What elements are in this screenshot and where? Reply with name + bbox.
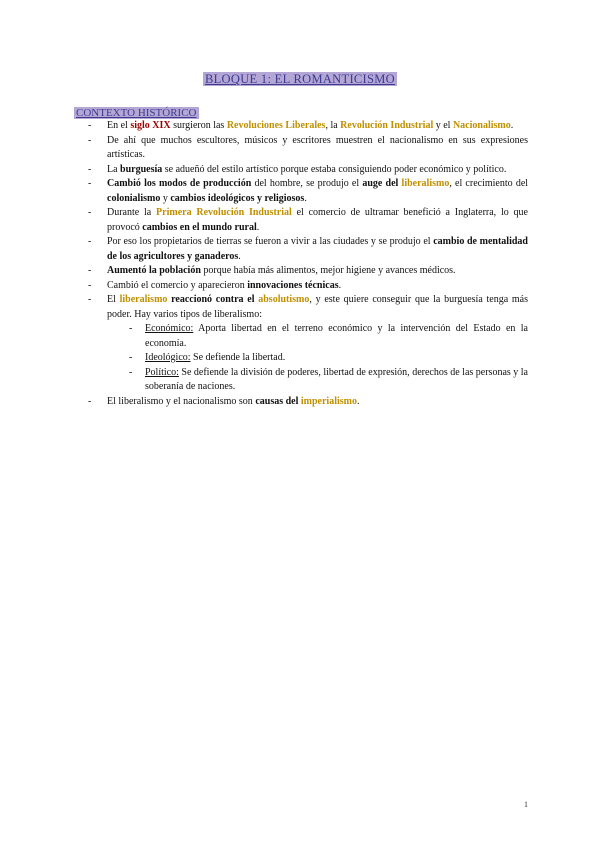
list-item: - En el siglo XIX surgieron las Revoluciones Liberales, la Revolución Industrial y el Nacionalismo. [84,119,528,134]
document-title: BLOQUE 1: EL ROMANTICISMO [204,72,396,86]
list-item: - Cambió el comercio y aparecieron innovaciones técnicas. [84,279,528,294]
sub-list-item: - Económico: Aporta libertad en el terreno económico y la intervención del Estado en la economía. [107,322,528,351]
sub-list-item: - Político: Se defiende la división de poderes, libertad de expresión, derechos de las personas y la soberanía de naciones. [107,366,528,395]
list-item: - El liberalismo reaccionó contra el absolutismo, y este quiere conseguir que la burguesía tenga más poder. Hay varios tipos de liberalismo: - Económico: Aporta libertad en el terreno económico y la intervención del Estado en la economía. - Ideológico: Se defiende la libertad. - Político: Se defiende la división de poderes, libertad de expresión, derechos de las personas y la soberanía de naciones. [84,293,528,395]
sub-list-item: - Ideológico: Se defiende la libertad. [107,351,528,366]
bullet-list [84,119,528,409]
list-item: - El liberalismo y el nacionalismo son causas del imperialismo. [84,395,528,410]
list-item: - Por eso los propietarios de tierras se fueron a vivir a las ciudades y se produjo el cambio de mentalidad de los agricultores y ganaderos. [84,235,528,264]
list-item: - Aumentó la población porque había más alimentos, mejor higiene y avances médicos. [84,264,528,279]
list-item: - De ahí que muchos escultores, músicos y escritores muestren el nacionalismo en sus expresiones artísticas. [84,134,528,163]
sub-list [107,322,528,395]
section-heading: CONTEXTO HISTÓRICO [76,107,197,119]
list-item: - Durante la Primera Revolución Industrial el comercio de ultramar benefició a Inglaterra, lo que provocó cambios en el mundo rural. [84,206,528,235]
list-item: - Cambió los modos de producción del hombre, se produjo el auge del liberalismo, el crecimiento del colonialismo y cambios ideológicos y religiosos. [84,177,528,206]
page-number: 1 [524,800,528,809]
list-item: - La burguesía se adueñó del estilo artístico porque estaba consiguiendo poder económico y político. [84,163,528,178]
